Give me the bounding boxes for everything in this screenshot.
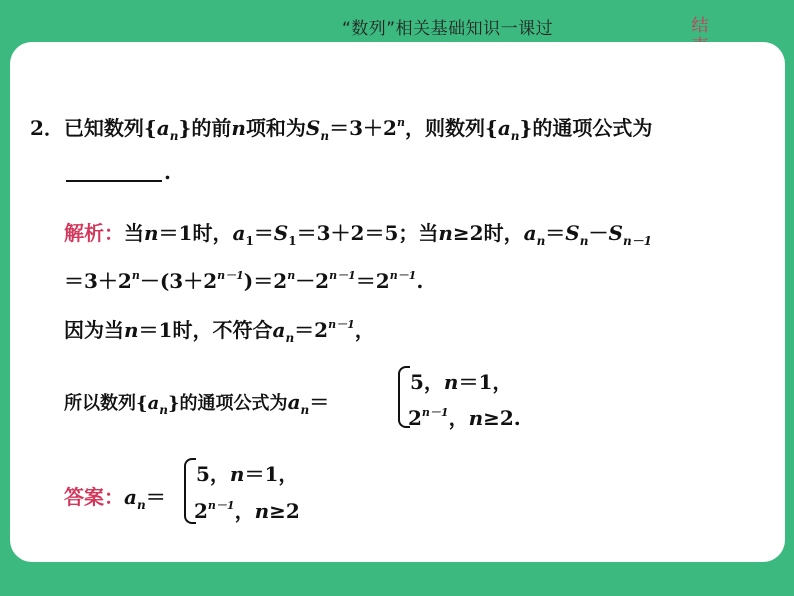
answer-line: 答案：$a_n=$: [64, 485, 166, 512]
question-number: 2．: [30, 116, 64, 140]
answer-case-2: $2^{n-1}$，n≥2: [194, 499, 300, 523]
blank-period: .: [164, 160, 171, 184]
solution-label: 解析：: [64, 221, 124, 245]
answer-blank: [66, 180, 162, 182]
answer-label: 答案：: [64, 485, 124, 509]
answer-case-1: 5，n＝1，: [196, 462, 299, 486]
solution-case-2: $2^{n-1}$，n≥2.: [408, 406, 521, 430]
solution-line-1: 解析：当n＝1时，$a_1=S_1=3+2=5$；当n≥2时，$a_n=S_n-S_{n-1}$: [64, 221, 653, 248]
solution-case-1: 5，n＝1，: [410, 370, 513, 394]
end-button[interactable]: 结: [691, 16, 709, 36]
bottom-bar: [0, 562, 794, 596]
header-title: “数列”相关基础知识一课过: [342, 19, 554, 39]
question-line-1: 2．已知数列$\{a_n\}$的前n项和为$S_n=3+2^n$，则数列$\{a_n\}$的通项公式为: [30, 116, 653, 143]
solution-line-3: 因为当n＝1时，不符合$a_n=2^{n-1}$，: [64, 318, 375, 345]
solution-line-4: 所以数列$\{a_n\}$的通项公式为$a_n=$: [64, 390, 330, 417]
top-bar: [0, 0, 794, 42]
solution-line-2: $=3+2^n-(3+2^{n-1})=2^n-2^{n-1}=2^{n-1}$.: [64, 269, 424, 293]
